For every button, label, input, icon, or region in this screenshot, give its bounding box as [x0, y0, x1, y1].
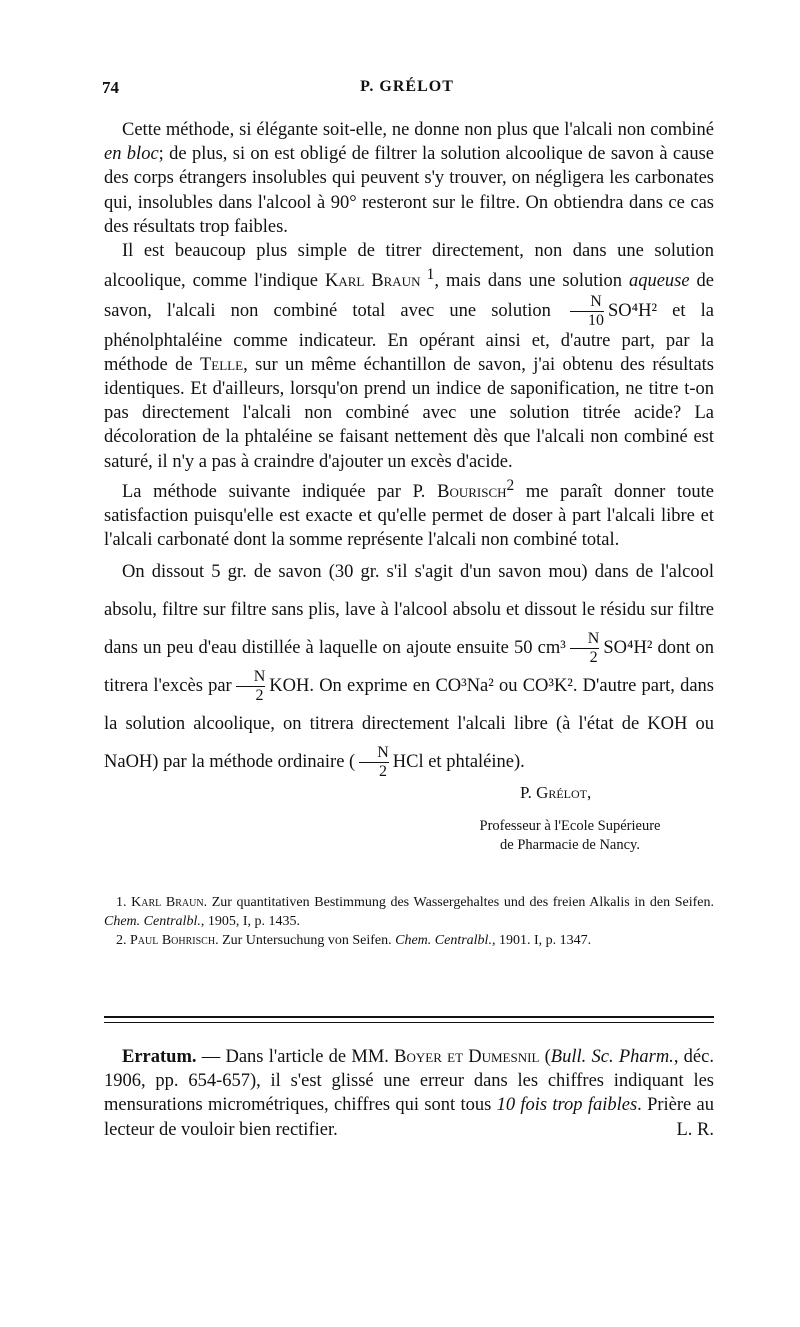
fraction: $\frac{N}{2}$ [236, 669, 266, 704]
paragraph-2: Il est beaucoup plus simple de titrer directement, non dans une solution alcoolique, comme l'indique Karl Braun $^1$, mais dans une solution aqueuse de savon, l'alcali non combiné total avec une solution $\frac{N}{10}$ SO⁴H² et la phénolphtaléine comme indicateur. En opérant ainsi et, d'autre part, par la méthode de Telle, sur un même échantillon de savon, j'ai obtenu des résultats identiques. Et d'ailleurs, lorsqu'on prend un indice de saponification, ne titre t-on pas directement l'alcali non combiné avec une solution titrée acide? La décoloration de la phtaléine se faisant nettement dès que l'alcali non combiné est saturé, il n'y a pas à craindre d'ajouter un excès d'acide. [104, 241, 714, 472]
divider-rule [104, 1022, 714, 1023]
footnote-ref: 2 [506, 476, 515, 494]
article-body [104, 118, 714, 781]
page-header [102, 78, 712, 104]
paragraph-4: On dissout 5 gr. de savon (30 gr. s'il s'agit d'un savon mou) dans de l'alcool absolu, filtre sur filtre sans plis, lave à l'alcool absolu et dissout le résidu sur filtre dans un peu d'eau distillée à laquelle on ajoute ensuite 50 cm³ $\frac{N}{2}$ SO⁴H² dont on titrera l'excès par $\frac{N}{2}$ KOH. On exprime en CO³Na² ou CO³K². D'autre part, dans la solution alcoolique, on titrera directement l'alcali libre (à l'état de KOH ou NaOH) par la méthode ordinaire ( $\frac{N}{2}$ HCl et phtaléine). [104, 561, 715, 780]
paragraph-3: La méthode suivante indiquée par P. Bourisch$^2$ me paraît donner toute satisfaction puisqu'elle est exacte et qu'elle permet de doser à part l'alcali libre et l'alcali carbonaté dont la somme représente l'alcali non combiné total. [104, 476, 714, 551]
signature: P. Grélot, [520, 783, 592, 802]
author-name: Bourisch [437, 481, 507, 502]
erratum-initials: L. R. [676, 1119, 714, 1140]
paragraph-1: Cette méthode, si élégante soit-elle, ne donne non plus que l'alcali non combiné en bloc; de plus, si on est obligé de filtrer la solution alcoolique de savon à cause des corps étrangers insolubles qui peuvent s'y trouver, on négligera les carbonates qui, insolubles dans l'alcool à 90° resteront sur le filtre. On obtiendra dans ce cas des résultats trop faibles. [104, 120, 714, 237]
page-number: 74 [102, 78, 119, 97]
erratum-paragraph: Erratum. — Dans l'article de MM. Boyer et Dumesnil (Bull. Sc. Pharm., déc. 1906, pp. 654-657), il s'est glissé une erreur dans les chiffres indiquant les mensurations micrométriques, chiffres qui sont tous 10 fois trop faibles. Prière au lecteur de vouloir bien rectifier. L. R. [104, 1045, 714, 1142]
divider-rule [104, 1016, 714, 1018]
running-head: P. GRÉLOT [360, 78, 454, 95]
author-name: Telle [199, 354, 244, 375]
footnote-2: 2. Paul Bohrisch. Zur Untersuchung von Seifen. Chem. Centralbl., 1901. I, p. 1347. [116, 933, 592, 948]
footnote-ref: 1 [420, 266, 435, 284]
footnote-1: 1. Karl Braun. Zur quantitativen Bestimmung des Wassergehaltes und des freien Alkalis in den Seifen. Chem. Centralbl., 1905, I, p. 1435. [104, 895, 714, 929]
erratum-section [104, 1045, 714, 1142]
author-name: Karl Braun [324, 271, 421, 292]
affiliation: Professeur à l'Ecole Supérieure de Pharmacie de Nancy. [479, 818, 661, 853]
fraction: $\frac{N}{2}$ [570, 631, 600, 666]
fraction: $\frac{N}{2}$ [359, 745, 389, 780]
footnotes [104, 893, 714, 950]
fraction: $\frac{N}{10}$ [570, 294, 604, 329]
erratum-label: Erratum. [122, 1047, 197, 1067]
